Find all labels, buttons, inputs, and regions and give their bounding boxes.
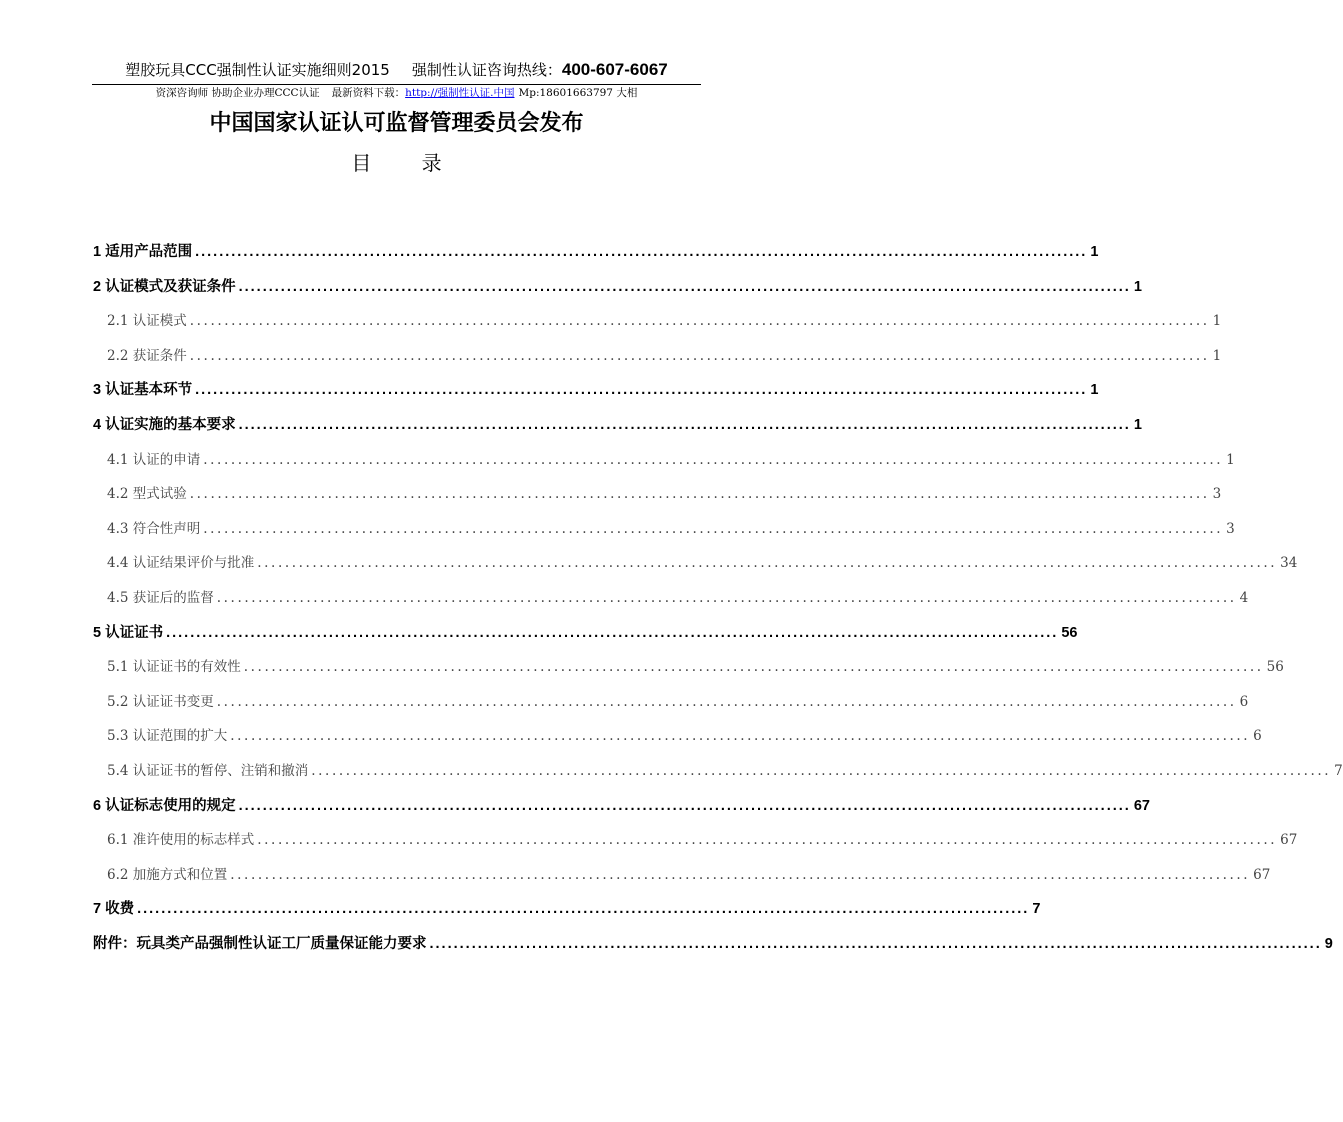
toc-page-number: 67 [1280,832,1298,849]
toc-entry-label: 4.4 认证结果评价与批准 [107,555,255,572]
header-divider [92,84,701,85]
toc-entry-label: 4.3 符合性声明 [107,520,201,537]
toc-dot-leader: .................................................................................................................................................... [230,728,1251,745]
toc-entry-label: 4 认证实施的基本要求 [93,417,236,433]
toc-subentry[interactable] [107,690,1249,710]
issuer-heading: 中国国家认证认可监督管理委员会发布 [209,110,584,136]
hotline-label: 强制性认证咨询热线： [411,61,562,79]
toc-dot-leader: .................................................................................................................................................... [137,901,1030,918]
running-subheader [0,86,793,100]
toc-entry-label: 4.2 型式试验 [107,486,187,503]
toc-title: 目 录 [351,151,464,175]
toc-dot-leader: .................................................................................................................................................... [230,866,1251,883]
toc-subentry[interactable] [107,344,1222,364]
toc-subentry[interactable] [107,759,1343,779]
toc-dot-leader: .................................................................................................................................................... [238,797,1131,814]
header-title: 塑胶玩具CCC强制性认证实施细则2015 [125,61,390,79]
toc-page-number: 1 [1090,244,1099,260]
toc-page-number: 4 [1239,590,1249,606]
toc-page-number: 1 [1212,347,1222,364]
running-header [0,59,793,81]
toc-dot-leader: .................................................................................................................................................... [216,693,1237,710]
toc-dot-leader: .................................................................................................................................................... [195,244,1088,260]
toc-dot-leader: .................................................................................................................................................... [429,936,1322,952]
toc-page-number: 67 [1133,797,1150,814]
toc-entry-label: 2.2 获证条件 [107,347,187,364]
toc-subentry[interactable] [107,863,1271,883]
toc-dot-leader: .................................................................................................................................................... [257,832,1278,849]
toc-page-number: 56 [1266,659,1284,676]
toc-subentry[interactable] [107,551,1298,572]
toc-entry-label: 5.2 认证证书变更 [107,693,214,710]
toc-dot-leader: .................................................................................................................................................... [189,347,1210,364]
toc-dot-leader: .................................................................................................................................................... [203,451,1224,468]
toc-dot-leader: .................................................................................................................................................... [238,417,1131,433]
toc-page-number: 6 [1239,693,1249,710]
toc-entry[interactable] [93,794,1150,815]
toc-dot-leader: .................................................................................................................................................... [216,590,1237,606]
toc-entry-label: 2 认证模式及获证条件 [93,278,236,295]
toc-entry[interactable] [93,240,1099,261]
toc-page-number: 7 [1032,901,1041,918]
toc-page-number: 3 [1226,520,1235,537]
toc-entry[interactable] [93,897,1041,918]
toc-subentry[interactable] [107,828,1298,849]
toc-dot-leader: .................................................................................................................................................... [195,382,1088,399]
toc-page-number: 3 [1212,486,1222,503]
toc-entry-label: 5.1 认证证书的有效性 [107,659,241,676]
download-label: 最新资料下载： [331,87,406,99]
toc-dot-leader: .................................................................................................................................................... [311,763,1332,779]
toc-page-number: 7 [1334,763,1343,779]
contact-info: Mp:18601663797 大相 [518,87,638,99]
toc-entry[interactable] [93,932,1333,953]
toc-entry[interactable] [93,413,1142,434]
download-link[interactable]: http://强制性认证.中国 [405,87,515,99]
toc-entry[interactable] [93,621,1078,642]
toc-subentry[interactable] [107,517,1235,537]
toc-subentry[interactable] [107,309,1222,330]
toc-dot-leader: .................................................................................................................................................... [257,555,1278,572]
toc-page-number: 6 [1253,728,1262,745]
toc-entry-label: 6.1 准许使用的标志样式 [107,832,255,849]
toc-dot-leader: .................................................................................................................................................... [166,624,1059,641]
toc-subentry[interactable] [107,655,1284,676]
toc-page-number: 56 [1061,624,1078,641]
toc-page-number: 1 [1226,451,1235,468]
toc-dot-leader: .................................................................................................................................................... [243,659,1264,676]
hotline-number: 400-607-6067 [561,60,668,79]
toc-entry[interactable] [93,275,1142,296]
toc-page-number: 67 [1253,866,1271,883]
toc-page-number: 9 [1324,936,1333,952]
toc-entry-label: 6 认证标志使用的规定 [93,797,236,814]
toc-entry-label: 5 认证证书 [93,624,164,641]
toc-subentry[interactable] [107,482,1222,503]
toc-subentry[interactable] [107,586,1249,606]
toc-page-number: 1 [1133,417,1142,433]
toc-entry-label: 4.5 获证后的监督 [107,590,214,606]
toc-entry-label: 4.1 认证的申请 [107,451,201,468]
toc-entry[interactable] [93,378,1099,399]
toc-entry-label: 3 认证基本环节 [93,382,193,399]
toc-page-number: 1 [1090,382,1099,399]
toc-page-number: 1 [1133,278,1142,295]
toc-dot-leader: .................................................................................................................................................... [238,278,1131,295]
toc-dot-leader: .................................................................................................................................................... [189,313,1210,330]
toc-subentry[interactable] [107,448,1235,468]
toc-dot-leader: .................................................................................................................................................... [189,486,1210,503]
toc-entry-label: 附件：玩具类产品强制性认证工厂质量保证能力要求 [93,936,427,952]
toc-page-number: 34 [1280,555,1298,572]
toc-entry-label: 7 收费 [93,901,135,918]
toc-page-number: 1 [1212,313,1222,330]
toc-subentry[interactable] [107,724,1262,745]
toc-dot-leader: .................................................................................................................................................... [203,520,1224,537]
consultant-note: 资深咨询师 协助企业办理CCC认证 [155,87,320,99]
toc-entry-label: 5.4 认证证书的暂停、注销和撤消 [107,763,309,779]
toc-entry-label: 6.2 加施方式和位置 [107,866,228,883]
toc-entry-label: 1 适用产品范围 [93,244,193,260]
toc-entry-label: 5.3 认证范围的扩大 [107,728,228,745]
toc-entry-label: 2.1 认证模式 [107,313,187,330]
